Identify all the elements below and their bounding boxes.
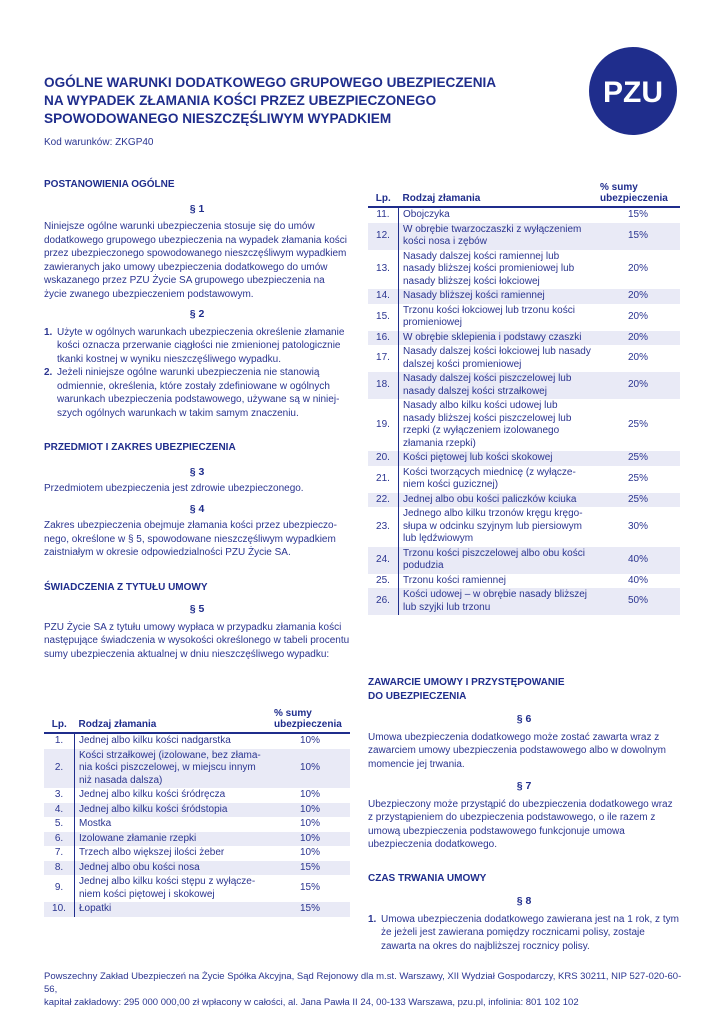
title-line-3: SPOWODOWANEGO NIESZCZĘŚLIWYM WYPADKIEM [44,111,392,126]
left-column [44,178,350,661]
pzu-logo [588,46,678,136]
row-number: 11. [368,207,399,223]
row-number: 1. [44,733,75,749]
benefit-percent: 15% [270,861,350,876]
row-number: 20. [368,451,399,466]
row-number: 4. [44,803,75,818]
fracture-type: Jednego albo kilku trzonów kręgu kręgosłupa w odcinku szyjnym lub piersiowym lub lędźwiowym [403,508,583,544]
fracture-type: W obrębie twarzoczaszki z wyłączeniem kości nosa i zębów [399,223,597,250]
conditions-code: Kod warunków: ZKGP40 [44,137,154,148]
table-row [368,547,680,574]
row-number: 18. [368,372,399,399]
row-number: 9. [44,875,75,902]
benefit-percent: 25% [596,493,680,508]
col-type: Rodzaj złamania [78,719,157,730]
fracture-type: Jednej albo kilku kości śródręcza [79,789,226,800]
table-row [44,875,350,902]
document-title [44,74,544,128]
benefit-percent: 50% [596,588,680,615]
table-row [368,466,680,493]
table-row [368,399,680,451]
fracture-type: Nasady dalszej kości ramiennej lub nasady bliższej kości promieniowej lub nasady bliższej kości łokciowej [403,250,575,287]
row-number: 19. [368,399,399,451]
row-number: 17. [368,345,399,372]
row-number: 16. [368,331,399,346]
paragraph-4-text: Zakres ubezpieczenia obejmuje złamania kości przez ubezpieczonego, określone w § 5, spowodowane nieszczęśliwym wypadkiem zaistniałym w okresie odpowiedzialności PZU Życie SA. [44,520,337,558]
paragraph-5-number: § 5 [189,603,205,615]
table-row [44,902,350,917]
row-number: 15. [368,304,399,331]
section-heading-benefits: ŚWIADCZENIA Z TYTUŁU UMOWY [44,581,208,593]
benefit-percent: 20% [627,352,648,364]
row-number: 3. [44,788,75,803]
section-heading-general: POSTANOWIENIA OGÓLNE [44,179,175,190]
fracture-type: Jednej albo kilku kości śródstopia [75,803,271,818]
col-pct: % sumy ubezpieczenia [600,182,668,204]
benefit-percent: 20% [627,310,648,322]
row-number: 26. [368,588,399,615]
benefit-percent: 10% [299,847,320,858]
benefit-percent: 10% [270,749,350,789]
fracture-type: Trzonu kości ramiennej [403,574,507,586]
paragraph-2-list [44,326,350,421]
benefit-percent: 10% [299,789,320,800]
table-row [44,803,350,818]
table-row [44,861,350,876]
table-row [368,588,680,615]
right-column [368,676,680,953]
paragraph-7-text: Ubezpieczony może przystąpić do ubezpieczenia dodatkowego wraz z przystąpieniem do ubezpieczenia podstawowego, o ile razem z umową ubezpieczenia podstawowego funkcjonuje umowa ubezpieczenia dodatkowego. [368,798,673,850]
table-row [368,493,680,508]
row-number: 23. [368,507,399,547]
fracture-type: Nasady dalszej kości łokciowej lub nasady dalszej kości promieniowej [403,346,591,370]
benefit-percent: 40% [627,574,648,586]
table-row [44,749,350,789]
benefit-percent: 15% [299,882,320,894]
benefit-percent: 10% [299,735,320,746]
table-row [368,223,680,250]
list-item: 1. Użyte w ogólnych warunkach ubezpieczenia określenie złamanie kości oznacza przerwanie ciągłości nie zmienionej patologicznie tkanki kostnej w wyniku nieszczęśliwego wypadku. [44,326,345,365]
fracture-type: Izolowane złamanie rzepki [75,832,271,847]
table-row [44,832,350,847]
footer [44,970,684,1009]
fracture-type: Obojczyka [403,209,450,220]
benefit-percent: 40% [596,547,680,574]
col-lp: Lp. [51,719,67,730]
fracture-type: Nasady albo kilku kości udowej lub nasady bliższej kości piszczelowej lub rzepki (z wyłączeniem izolowanego złamania rzepki) [403,400,572,449]
row-number: 14. [368,289,399,304]
table-row [368,289,680,304]
fracture-type: Mostka [79,818,112,829]
paragraph-1-number: § 1 [189,202,205,215]
section-heading-duration: CZAS TRWANIA UMOWY [368,872,487,884]
col-pct: % sumy ubezpieczenia [274,708,342,730]
table-row [368,507,680,547]
fracture-table-left [44,706,350,917]
title-line-2: NA WYPADEK ZŁAMANIA KOŚCI PRZEZ UBEZPIECZONEGO [44,93,437,108]
paragraph-7-number: § 7 [516,780,532,792]
paragraph-4-number: § 4 [189,502,205,515]
row-number: 10. [44,902,75,917]
logo-text: PZU [603,76,663,109]
col-type: Rodzaj złamania [402,193,481,204]
fracture-type: Kości piętowej lub kości skokowej [399,451,597,466]
benefit-percent: 25% [627,418,648,430]
benefit-percent: 15% [627,209,648,220]
section-heading-scope: PRZEDMIOT I ZAKRES UBEZPIECZENIA [44,442,236,453]
benefit-percent: 30% [627,520,648,532]
fracture-type: Nasady dalszej kości piszczelowej lub nasady dalszej kości strzałkowej [399,372,597,399]
table-row [44,817,350,832]
table-row [368,372,680,399]
row-number: 21. [368,466,399,493]
paragraph-6-number: § 6 [516,713,532,725]
fracture-type: Kości strzałkowej (izolowane, bez złamania kości piszczelowej, w miejscu innym niż nasada dalsza) [75,749,271,789]
benefit-percent: 20% [596,289,680,304]
benefit-percent: 15% [270,902,350,917]
fracture-table-right [368,180,680,615]
table-row [368,250,680,290]
table-row [368,345,680,372]
fracture-type: Trzonu kości łokciowej lub trzonu kości promieniowej [403,304,575,328]
footer-line-2: kapitał zakładowy: 295 000 000,00 zł wpłacony w całości, al. Jana Pawła II 24, 00-133 Warszawa, pzu.pl, infolinia: 801 102 102 [44,997,579,1008]
table-row [44,788,350,803]
table-row [368,331,680,346]
list-item: 1. Umowa ubezpieczenia dodatkowego zawierana jest na 1 rok, z tym że jeżeli jest zawierana pomiędzy rocznicami polisy, zostaje zawarta na okres do najbliższej rocznicy polisy. [368,913,679,952]
benefit-percent: 10% [270,803,350,818]
list-item: 2. Jeżeli niniejsze ogólne warunki ubezpieczenia nie stanowią odmiennie, określenia, które zostały zdefiniowane w ogólnych warunkach ubezpieczenia podstawowego, używane są w niniejszych ogólnych warunkach w takim samym znaczeniu. [44,367,340,419]
fracture-type: Jednej albo obu kości nosa [75,861,271,876]
paragraph-2-number: § 2 [189,308,205,320]
benefit-percent: 25% [627,472,648,484]
row-number: 13. [368,250,399,290]
row-number: 8. [44,861,75,876]
paragraph-8-list [368,913,680,954]
table-row [368,304,680,331]
paragraph-3-number: § 3 [189,465,205,478]
fracture-type: Kości tworzących miednicę (z wyłączeniem kości guzicznej) [403,466,576,490]
row-number: 12. [368,223,399,250]
fracture-type: Kości udowej – w obrębie nasady bliższej lub szyjki lub trzonu [399,588,597,615]
benefit-percent: 20% [596,372,680,399]
fracture-type: Nasady bliższej kości ramiennej [399,289,597,304]
row-number: 7. [44,846,75,861]
fracture-type: Trzech albo większej ilości żeber [79,847,225,858]
row-number: 24. [368,547,399,574]
benefit-percent: 20% [596,331,680,346]
fracture-type: Jednej albo obu kości paliczków kciuka [399,493,597,508]
benefit-percent: 15% [596,223,680,250]
benefit-percent: 10% [270,832,350,847]
fracture-type: Jednej albo kilku kości stępu z wyłączeniem kości piętowej i skokowej [79,876,256,900]
fracture-type: Łopatki [75,902,271,917]
fracture-type: Trzonu kości piszczelowej albo obu kości podudzia [399,547,597,574]
table-row [368,207,680,223]
table-row [44,846,350,861]
benefit-percent: 10% [299,818,320,829]
paragraph-5-text: PZU Życie SA z tytułu umowy wypłaca w przypadku złamania kości następujące świadczenia w wysokości określonego w tabeli procentu sumy ubezpieczenia aktualnej w dniu nieszczęśliwego wypadku: [44,621,350,660]
paragraph-1-text: Niniejsze ogólne warunki ubezpieczenia stosuje się do umów dodatkowego grupowego ubezpieczenia na wypadek złamania kości przez ubezpieczonego spowodowanego nieszczęśliwym wypadkiem zawieranych jako umowy ubezpieczenia dodatkowego do umów wskazanego przez PZU Życie SA grupowego ubezpieczenia na życie zwanego ubezpieczeniem podstawowym. [44,221,347,300]
row-number: 25. [368,574,399,589]
fracture-type: W obrębie sklepienia i podstawy czaszki [399,331,597,346]
paragraph-8-number: § 8 [516,895,532,907]
paragraph-3-text: Przedmiotem ubezpieczenia jest zdrowie ubezpieczonego. [44,483,304,494]
row-number: 5. [44,817,75,832]
table-row [368,574,680,589]
table-row [44,733,350,749]
benefit-percent: 25% [596,451,680,466]
col-lp: Lp. [375,193,391,204]
fracture-type: Jednej albo kilku kości nadgarstka [79,735,231,746]
row-number: 2. [44,749,75,789]
section-heading-conclusion: ZAWARCIE UMOWY I PRZYSTĘPOWANIE DO UBEZPIECZENIA [368,677,565,702]
footer-line-1: Powszechny Zakład Ubezpieczeń na Życie Spółka Akcyjna, Sąd Rejonowy dla m.st. Warszawy, XII Wydział Gospodarczy, KRS 30211, NIP 527-020-60-56, [44,971,682,995]
table-row [368,451,680,466]
paragraph-6-text: Umowa ubezpieczenia dodatkowego może zostać zawarta wraz z zawarciem umowy ubezpieczenia podstawowego albo w dowolnym momencie jej trwania. [368,731,666,770]
row-number: 22. [368,493,399,508]
row-number: 6. [44,832,75,847]
benefit-percent: 20% [627,263,648,274]
title-line-1: OGÓLNE WARUNKI DODATKOWEGO GRUPOWEGO UBEZPIECZENIA [44,75,497,90]
